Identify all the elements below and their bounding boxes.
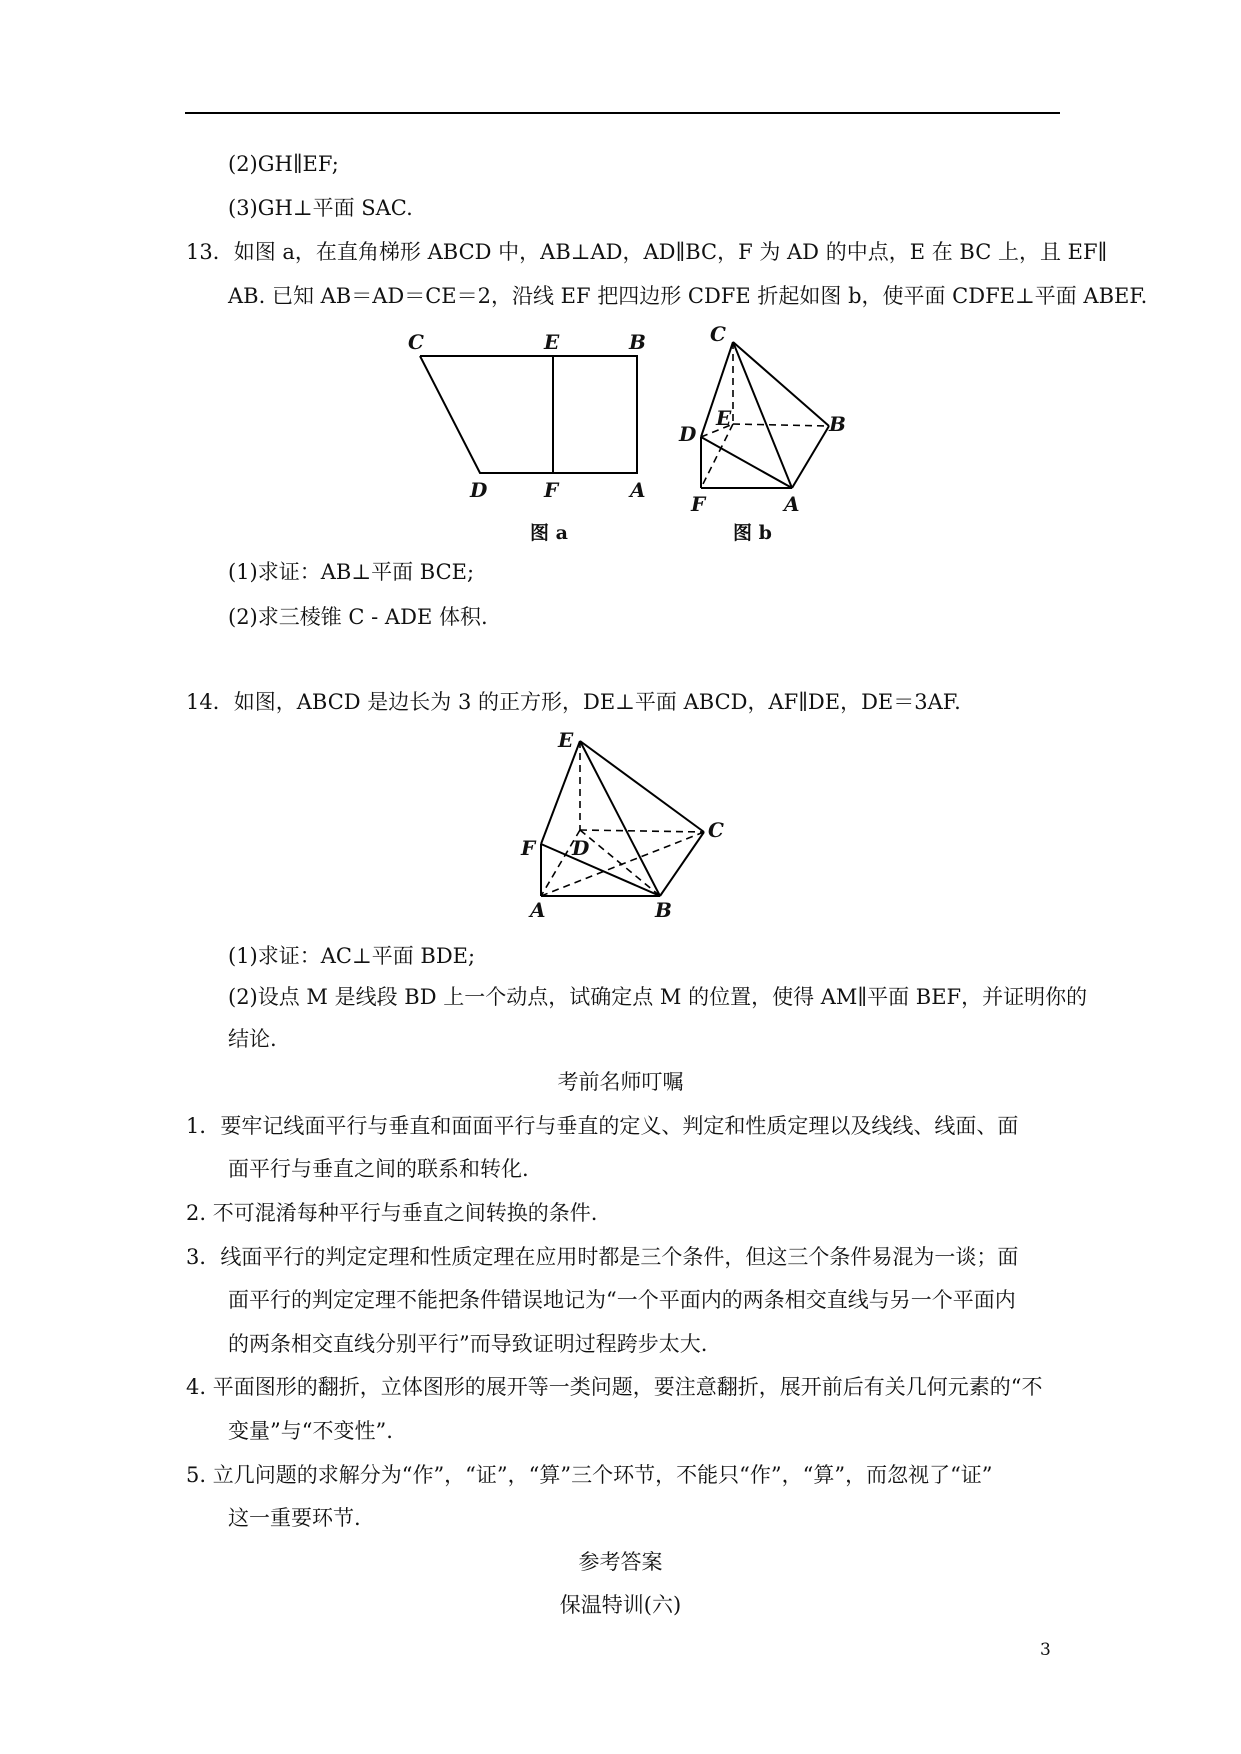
fig14-label-f: F (521, 836, 536, 860)
fig-b-label-e: E (716, 406, 732, 430)
advice-item-1b: 面平行与垂直之间的联系和转化. (228, 1157, 529, 1181)
q14-part2-line2: 结论. (228, 1027, 277, 1051)
fig-a-label-f: F (544, 478, 559, 502)
page-number: 3 (1040, 1640, 1051, 1660)
fig-a-label-b: B (629, 330, 646, 354)
fig-b-label-d: D (679, 422, 697, 446)
answers-title: 参考答案 (578, 1550, 663, 1574)
q12-part2: (2)GH∥EF; (228, 152, 339, 176)
advice-item-5a: 5. 立几问题的求解分为“作”，“证”，“算”三个环节，不能只“作”，“算”，而忽视了“证” (186, 1463, 993, 1487)
fig-a-caption: 图 a (530, 522, 568, 544)
fig-b-label-b: B (829, 412, 846, 436)
q13-part1: (1)求证：AB⊥平面 BCE; (228, 560, 475, 584)
fig-b-label-f: F (691, 492, 706, 516)
advice-item-3b: 面平行的判定定理不能把条件错误地记为“一个平面内的两条相交直线与另一个平面内 (228, 1288, 1016, 1312)
advice-item-3c: 的两条相交直线分别平行”而导致证明过程跨步太大. (228, 1332, 708, 1356)
advice-title: 考前名师叮嘱 (557, 1070, 684, 1094)
q14-part2-line1: (2)设点 M 是线段 BD 上一个动点，试确定点 M 的位置，使得 AM∥平面 BEF，并证明你的 (228, 985, 1088, 1009)
advice-item-5b: 这一重要环节. (228, 1506, 361, 1530)
fig-a-label-e: E (544, 330, 560, 354)
advice-item-2: 2. 不可混淆每种平行与垂直之间转换的条件. (186, 1201, 598, 1225)
fig14-label-e: E (558, 728, 574, 752)
fig-b-label-a: A (784, 492, 800, 516)
advice-item-4a: 4. 平面图形的翻折，立体图形的展开等一类问题，要注意翻折，展开前后有关几何元素的“不 (186, 1375, 1043, 1399)
advice-item-3a: 3．线面平行的判定定理和性质定理在应用时都是三个条件，但这三个条件易混为一谈；面 (186, 1245, 1019, 1269)
fig14-label-c: C (708, 818, 724, 842)
q14-part1: (1)求证：AC⊥平面 BDE; (228, 944, 476, 968)
q13-stem-line2: AB. 已知 AB＝AD＝CE＝2，沿线 EF 把四边形 CDFE 折起如图 b，使平面 CDFE⊥平面 ABEF. (228, 284, 1148, 308)
fig14-label-d: D (572, 836, 590, 860)
answers-subtitle: 保温特训(六) (559, 1593, 682, 1617)
fig14-label-a: A (530, 898, 546, 922)
q14-stem: 14．如图，ABCD 是边长为 3 的正方形，DE⊥平面 ABCD，AF∥DE，DE＝3AF. (186, 690, 961, 714)
fig-a-label-c: C (408, 330, 424, 354)
advice-item-4b: 变量”与“不变性”. (228, 1419, 393, 1443)
fig-a-label-d: D (470, 478, 488, 502)
fig-b-label-c: C (710, 322, 726, 346)
fig-a-label-a: A (630, 478, 646, 502)
q13-stem-line1: 13．如图 a，在直角梯形 ABCD 中，AB⊥AD，AD∥BC，F 为 AD 的中点，E 在 BC 上，且 EF∥ (186, 240, 1108, 264)
advice-item-1a: 1．要牢记线面平行与垂直和面面平行与垂直的定义、判定和性质定理以及线线、线面、面 (186, 1114, 1019, 1138)
q13-part2: (2)求三棱锥 C - ADE 体积. (228, 605, 488, 629)
q12-part3: (3)GH⊥平面 SAC. (228, 196, 413, 220)
fig-b-caption: 图 b (733, 522, 772, 544)
fig14-label-b: B (655, 898, 672, 922)
